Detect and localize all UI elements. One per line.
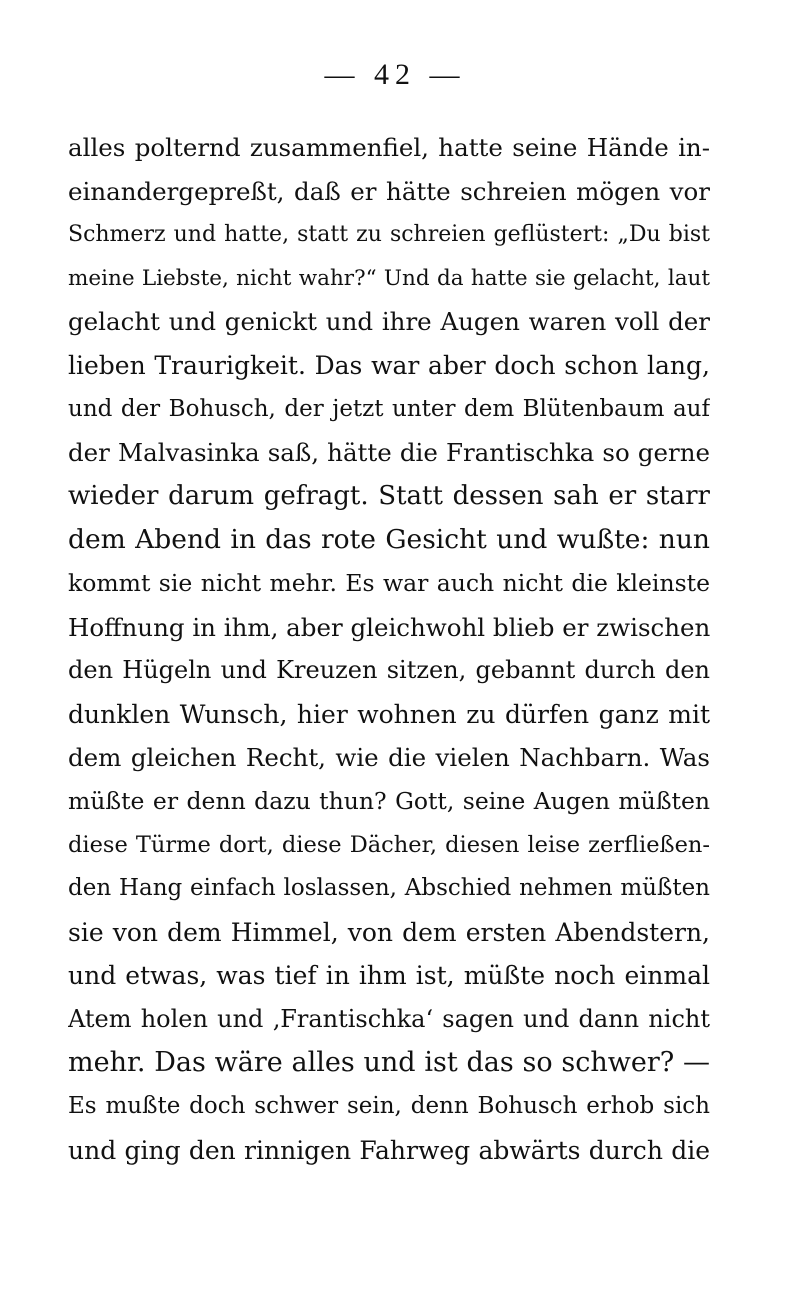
text-line: alles polternd zusammenfiel, hatte seine Hände in- [68, 133, 710, 162]
page-number: — 42 — [324, 58, 466, 91]
text-line: und ging den rinnigen Fahrweg abwärts durch die [68, 1135, 710, 1165]
text-line: meine Liebste, nicht wahr?“ Und da hatte sie gelacht, laut [68, 265, 710, 291]
text-line: diese Türme dort, diese Dächer, diesen leise zerfließen- [68, 831, 710, 858]
text-line: dem gleichen Recht, wie die vielen Nachbarn. Was [68, 743, 710, 773]
text-line: wieder darum gefragt. Statt dessen sah er starr [68, 480, 710, 511]
text-line: Hoffnung in ihm, aber gleichwohl blieb er zwischen [68, 612, 710, 642]
text-line: und der Bohusch, der jetzt unter dem Blütenbaum auf [68, 395, 710, 422]
text-line: mehr. Das wäre alles und ist das so schwer? — [68, 1047, 710, 1079]
text-line: der Malvasinka saß, hätte die Frantischka so gerne [68, 438, 710, 468]
text-line: kommt sie nicht mehr. Es war auch nicht die kleinste [68, 568, 710, 597]
text-line: gelacht und genickt und ihre Augen waren voll der [68, 307, 710, 337]
text-line: den Hügeln und Kreuzen sitzen, gebannt durch den [68, 656, 710, 685]
text-line: Es mußte doch schwer sein, denn Bohusch erhob sich [68, 1093, 710, 1120]
body-text [68, 126, 710, 1172]
text-line: sie von dem Himmel, von dem ersten Abendstern, [68, 917, 710, 947]
text-line: lieben Traurigkeit. Das war aber doch schon lang, [68, 350, 710, 380]
text-line: dem Abend in das rote Gesicht und wußte: nun [68, 524, 710, 556]
text-line: den Hang einfach loslassen, Abschied nehmen müßten [68, 875, 710, 902]
text-line: Schmerz und hatte, statt zu schreien geflüstert: „Du bist [68, 222, 710, 248]
text-line: einandergepreßt, daß er hätte schreien mögen vor [68, 176, 710, 206]
text-line: müßte er denn dazu thun? Gott, seine Augen müßten [68, 786, 710, 815]
text-line: Atem holen und ‚Frantischka‘ sagen und dann nicht [68, 1004, 710, 1033]
text-line: und etwas, was tief in ihm ist, müßte noch einmal [68, 961, 710, 991]
text-line: dunklen Wunsch, hier wohnen zu dürfen ganz mit [68, 699, 710, 729]
